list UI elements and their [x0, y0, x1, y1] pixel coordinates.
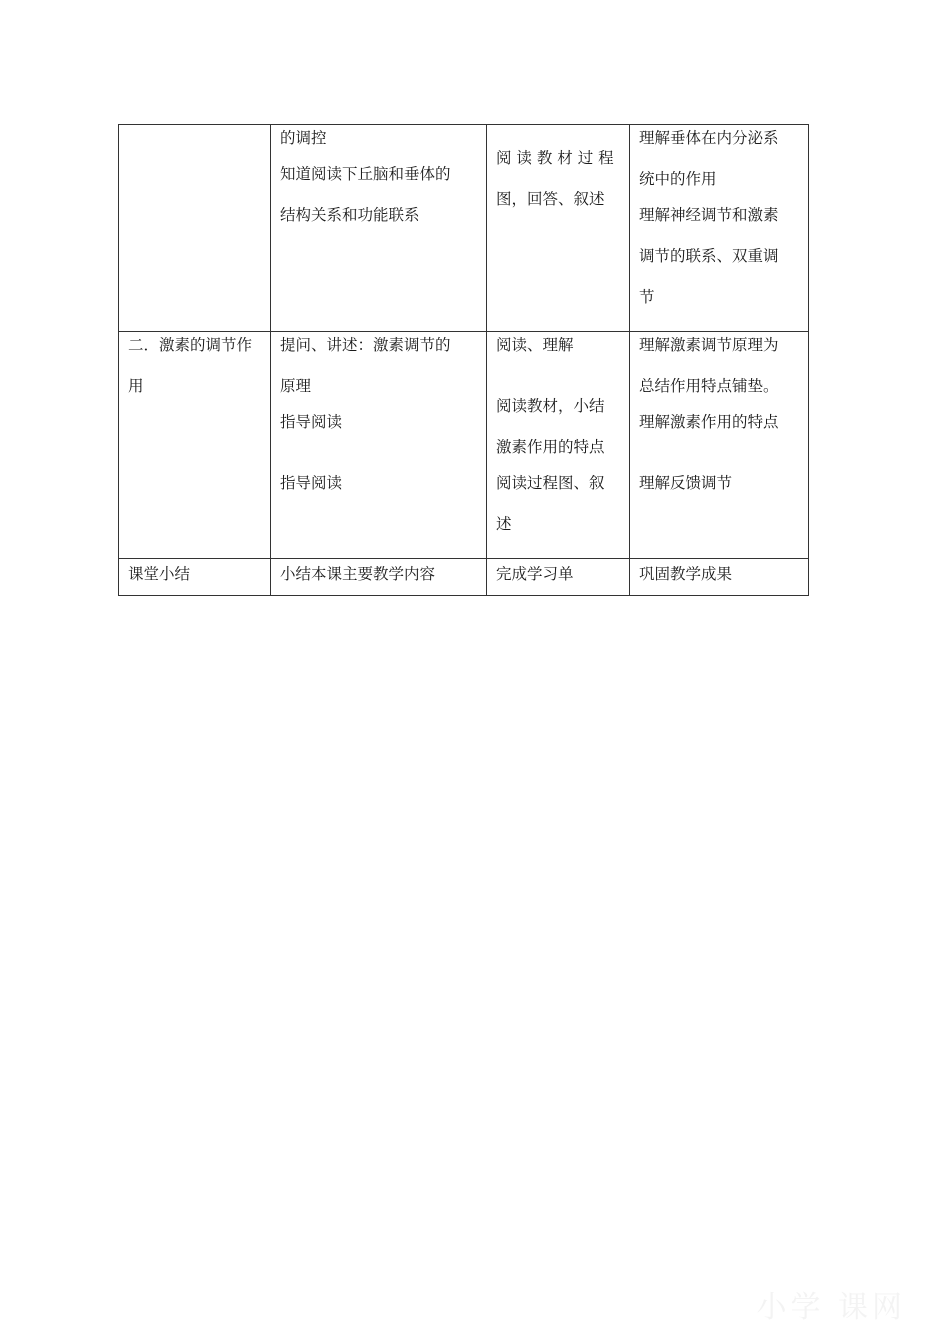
cell-intent: 理解激素调节原理为 总结作用特点铺垫。 理解激素作用的特点 理解反馈调节 [630, 332, 809, 559]
cell-student-activity: 阅读、理解 阅读教材，小结 激素作用的特点 阅读过程图、叙 述 [487, 332, 630, 559]
lesson-plan-table [118, 124, 809, 596]
cell-stage [119, 125, 271, 332]
cell-intent: 理解垂体在内分泌系 统中的作用 理解神经调节和激素 调节的联系、双重调 节 [630, 125, 809, 332]
cell-teacher-activity: 小结本课主要教学内容 [271, 559, 487, 596]
cell-intent: 巩固教学成果 [630, 559, 809, 596]
cell-teacher-activity: 的调控 知道阅读下丘脑和垂体的 结构关系和功能联系 [271, 125, 487, 332]
cell-student-activity: 阅 读 教 材 过 程 图，回答、叙述 [487, 125, 630, 332]
table-row [119, 559, 809, 596]
cell-teacher-activity: 提问、讲述：激素调节的 原理 指导阅读 指导阅读 [271, 332, 487, 559]
table-row [119, 125, 809, 332]
cell-stage: 课堂小结 [119, 559, 271, 596]
watermark: 小学 课网 [756, 1290, 906, 1325]
cell-student-activity: 完成学习单 [487, 559, 630, 596]
table-row [119, 332, 809, 559]
cell-stage: 二．激素的调节作 用 [119, 332, 271, 559]
